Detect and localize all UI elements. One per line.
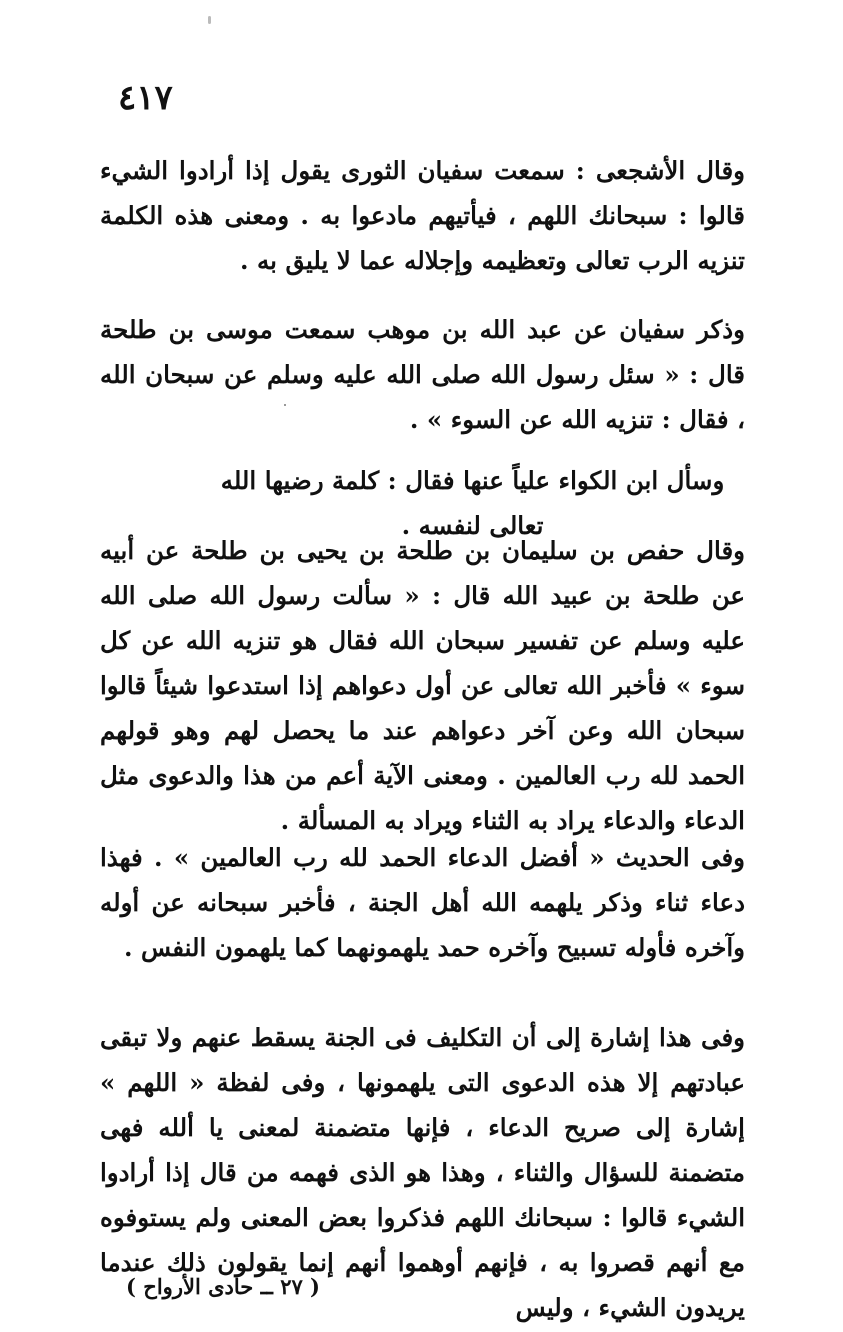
paragraph-5: وفى الحديث « أفضل الدعاء الحمد لله رب العالمين » . فهذا دعاء ثناء وذكر يلهمه الله أهل الجنة ، فأخبر سبحانه عن أوله وآخره فأوله تسبيح وآخره حمد يلهمونهما كما يلهمون النفس . [100,843,745,962]
scan-speck [208,16,211,24]
page-footer: ( ٢٧ ــ حادى الأرواح ) [126,1274,320,1299]
paragraph-1: وقال الأشجعى : سمعت سفيان الثورى يقول إذا أرادوا الشيء قالوا : سبحانك اللهم ، فيأتيهم مادعوا به . ومعنى هذه الكلمة تنزيه الرب تعالى وتعظيمه وإجلاله عما لا يليق به . [100,156,745,275]
paragraph-3: وسأل ابن الكواء علياً عنها فقال : كلمة رضيها الله تعالى لنفسه . [220,466,725,540]
paragraph-6: وفى هذا إشارة إلى أن التكليف فى الجنة يسقط عنهم ولا تبقى عبادتهم إلا هذه الدعوى التى يلهمونها ، وفى لفظة « اللهم » إشارة إلى صريح الدعاء ، فإنها متضمنة لمعنى يا ألله فهى متضمنة للسؤال والثناء ، وهذا هو الذى فهمه من قال إذا أرادوا الشيء قالوا : سبحانك اللهم فذكروا بعض المعنى ولم يستوفوه مع أنهم قصروا به ، فإنهم أوهموا أنهم إنما يقولون ذلك عندما يريدون الشيء ، وليس [100,1023,745,1322]
page-number: ٤١٧ [118,78,173,118]
paragraph-2: وذكر سفيان عن عبد الله بن موهب سمعت موسى بن طلحة قال : « سئل رسول الله صلى الله عليه وسلم عن سبحان الله ، فقال : تنزيه الله عن السوء » . [100,315,745,434]
paragraph-4: وقال حفص بن سليمان بن طلحة بن يحيى بن طلحة عن أبيه عن طلحة بن عبيد الله قال : « سألت رسول الله صلى الله عليه وسلم عن تفسير سبحان الله فقال هو تنزيه الله عن كل سوء » فأخبر الله تعالى عن أول دعواهم إذا استدعوا شيئاً قالوا سبحان الله وعن آخر دعواهم عند ما يحصل لهم وهو قولهم الحمد لله رب العالمين . ومعنى الآية أعم من هذا والدعوى مثل الدعاء والدعاء يراد به الثناء ويراد به المسألة . [100,536,745,835]
